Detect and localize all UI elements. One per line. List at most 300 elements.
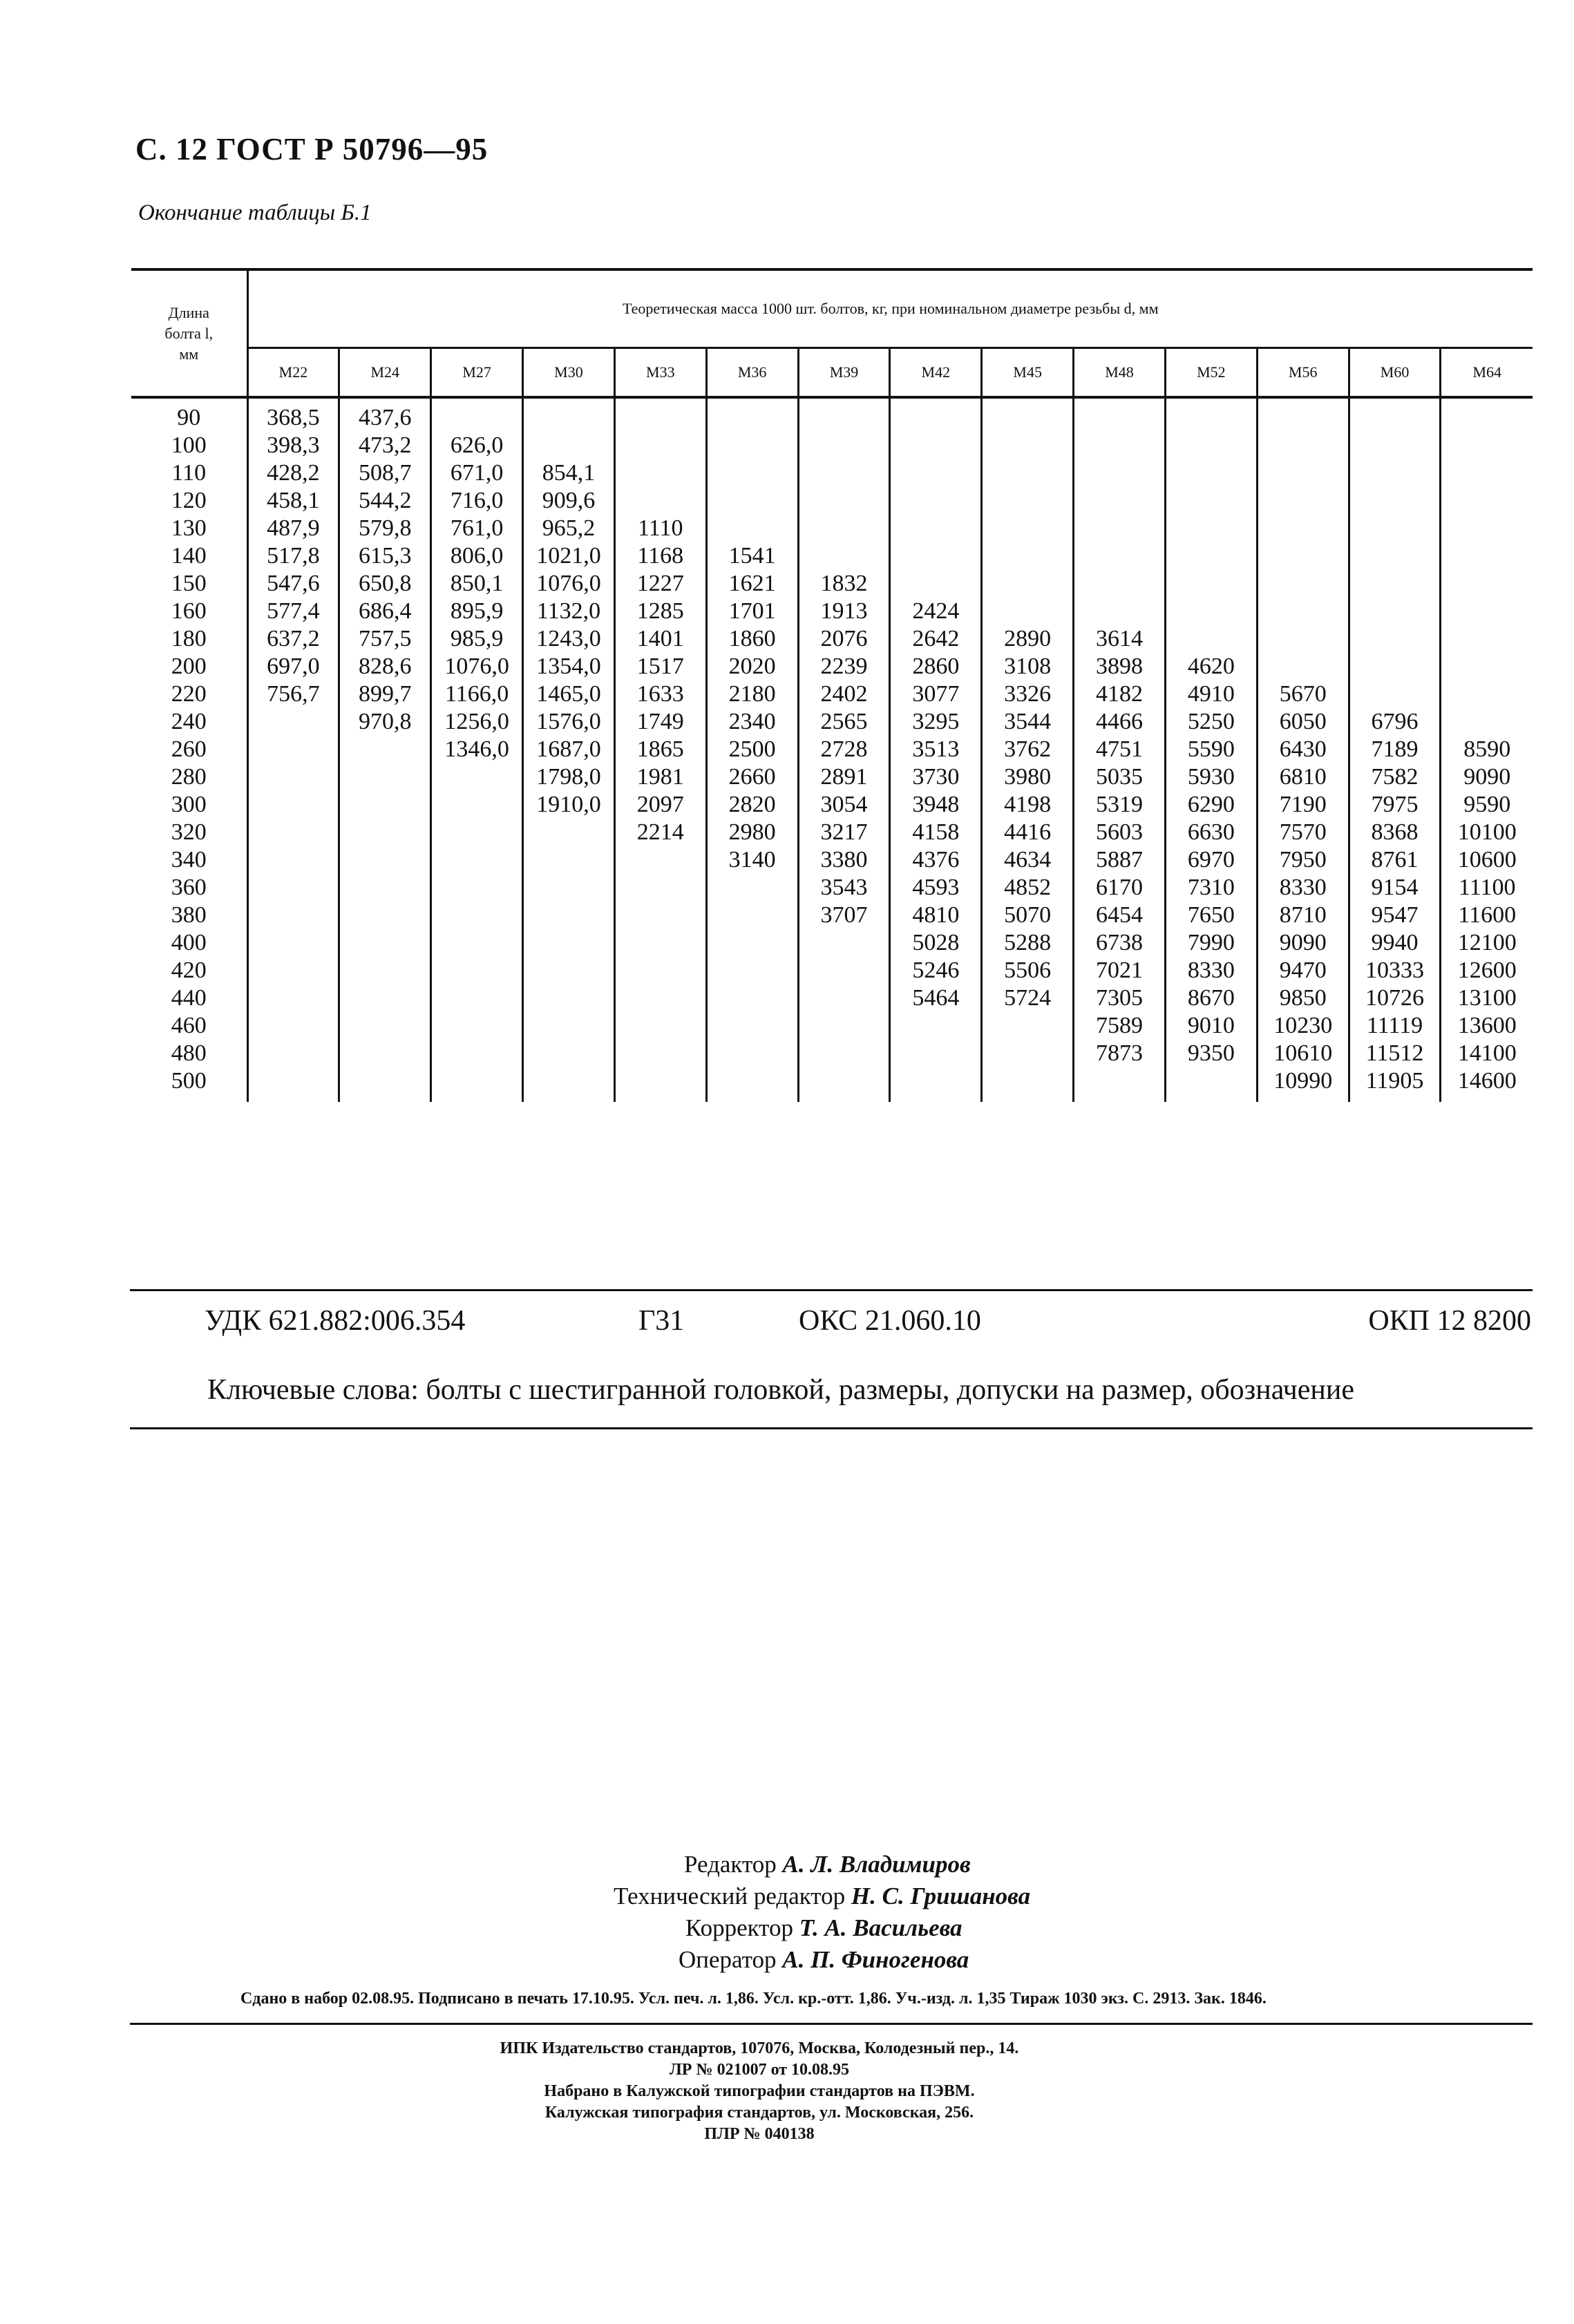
mass-cell <box>339 984 431 1012</box>
mass-cell <box>1074 542 1166 570</box>
mass-cell: 3980 <box>982 763 1074 791</box>
mass-cell <box>798 487 890 515</box>
mass-cell: 8590 <box>1441 736 1533 763</box>
mass-cell <box>706 874 798 902</box>
mass-cell: 1633 <box>614 680 706 708</box>
mass-cell <box>523 819 615 846</box>
mass-table-container <box>131 268 1533 1102</box>
diameter-column-header: М64 <box>1441 348 1533 398</box>
mass-cell: 4620 <box>1165 653 1257 680</box>
mass-cell: 909,6 <box>523 487 615 515</box>
mass-cell: 8710 <box>1257 902 1349 929</box>
table-row <box>131 957 1533 984</box>
mass-cell <box>798 397 890 432</box>
mass-cell <box>1441 487 1533 515</box>
mass-cell: 1110 <box>614 515 706 542</box>
mass-cell: 579,8 <box>339 515 431 542</box>
mass-cell: 716,0 <box>431 487 523 515</box>
mass-cell: 2891 <box>798 763 890 791</box>
mass-cell: 508,7 <box>339 459 431 487</box>
mass-cell: 5724 <box>982 984 1074 1012</box>
mass-cell: 437,6 <box>339 397 431 432</box>
mass-cell: 6430 <box>1257 736 1349 763</box>
mass-cell: 7975 <box>1349 791 1441 819</box>
mass-cell: 428,2 <box>247 459 339 487</box>
mass-cell <box>431 902 523 929</box>
mass-cell: 970,8 <box>339 708 431 736</box>
mass-cell <box>798 432 890 459</box>
mass-cell <box>339 902 431 929</box>
mass-cell <box>431 874 523 902</box>
mass-cell <box>339 1067 431 1102</box>
mass-cell <box>1165 570 1257 598</box>
bolt-length-cell: 400 <box>171 930 207 955</box>
credit-operator <box>679 1945 969 1974</box>
table-row <box>131 570 1533 598</box>
mass-cell: 8761 <box>1349 846 1441 874</box>
table-row <box>131 874 1533 902</box>
mass-cell <box>431 846 523 874</box>
mass-cell: 4593 <box>890 874 982 902</box>
keywords-bottom-rule <box>130 1427 1533 1429</box>
diameter-column-header: М56 <box>1257 348 1349 398</box>
mass-cell: 2214 <box>614 819 706 846</box>
bolt-length-cell: 220 <box>171 681 207 707</box>
mass-cell <box>1165 397 1257 432</box>
mass-cell <box>706 1012 798 1040</box>
mass-cell <box>523 929 615 957</box>
mass-cell <box>1441 625 1533 653</box>
page-title: С. 12 ГОСТ Р 50796—95 <box>135 132 489 166</box>
mass-cell <box>890 432 982 459</box>
mass-cell: 1076,0 <box>523 570 615 598</box>
mass-cell: 1401 <box>614 625 706 653</box>
mass-cell <box>706 459 798 487</box>
mass-cell <box>798 1012 890 1040</box>
mass-cell: 6810 <box>1257 763 1349 791</box>
mass-cell <box>339 846 431 874</box>
mass-cell: 1913 <box>798 598 890 625</box>
mass-cell <box>247 874 339 902</box>
mass-group-header: Теоретическая масса 1000 шт. болтов, кг, при номинальном диаметре резьбы d, мм <box>247 269 1533 348</box>
bolt-length-cell: 110 <box>171 460 207 486</box>
mass-cell: 6170 <box>1074 874 1166 902</box>
mass-cell <box>247 819 339 846</box>
mass-cell: 11119 <box>1349 1012 1441 1040</box>
mass-cell <box>339 763 431 791</box>
mass-cell: 1243,0 <box>523 625 615 653</box>
bolt-length-cell: 360 <box>171 875 207 900</box>
mass-cell: 8670 <box>1165 984 1257 1012</box>
mass-cell <box>982 432 1074 459</box>
bolt-length-cell: 160 <box>171 598 207 624</box>
udk-code: УДК 621.882:006.354 <box>205 1305 466 1337</box>
mass-cell: 1981 <box>614 763 706 791</box>
mass-cell: 2402 <box>798 680 890 708</box>
table-row <box>131 515 1533 542</box>
mass-cell <box>339 1040 431 1067</box>
mass-cell <box>1349 432 1441 459</box>
mass-cell: 9090 <box>1441 763 1533 791</box>
mass-cell: 11905 <box>1349 1067 1441 1102</box>
diameter-header-row <box>131 348 1533 398</box>
diameter-column-header: М36 <box>706 348 798 398</box>
mass-cell <box>614 459 706 487</box>
mass-cell <box>890 570 982 598</box>
mass-cell: 3140 <box>706 846 798 874</box>
mass-cell <box>798 1067 890 1102</box>
mass-cell: 2565 <box>798 708 890 736</box>
mass-cell: 1076,0 <box>431 653 523 680</box>
mass-cell <box>1441 570 1533 598</box>
table-row <box>131 1012 1533 1040</box>
mass-cell: 4182 <box>1074 680 1166 708</box>
mass-cell <box>1165 487 1257 515</box>
credit-role: Оператор <box>679 1946 777 1973</box>
mass-cell <box>706 929 798 957</box>
mass-cell: 3730 <box>890 763 982 791</box>
mass-cell: 11100 <box>1441 874 1533 902</box>
print-info: Сдано в набор 02.08.95. Подписано в печать 17.10.95. Усл. печ. л. 1,86. Усл. кр.-отт. 1,86. Уч.-изд. л. 1,35 Тираж 1030 экз. С. 2913. Зак. 1846. <box>240 1990 1267 2008</box>
bolt-length-cell: 440 <box>171 985 207 1011</box>
mass-cell <box>614 984 706 1012</box>
mass-cell: 1354,0 <box>523 653 615 680</box>
mass-cell: 697,0 <box>247 653 339 680</box>
mass-cell: 6454 <box>1074 902 1166 929</box>
mass-cell: 4751 <box>1074 736 1166 763</box>
publisher-line: Калужская типография стандартов, ул. Московская, 256. <box>544 2104 974 2122</box>
mass-cell <box>1349 680 1441 708</box>
mass-cell <box>1349 653 1441 680</box>
mass-cell <box>523 984 615 1012</box>
mass-cell: 5035 <box>1074 763 1166 791</box>
credit-role: Корректор <box>685 1914 794 1941</box>
mass-cell <box>706 957 798 984</box>
bolt-length-cell: 420 <box>171 958 207 983</box>
mass-cell <box>1441 680 1533 708</box>
credit-role: Технический редактор <box>614 1883 846 1909</box>
mass-cell <box>890 515 982 542</box>
mass-cell: 8330 <box>1257 874 1349 902</box>
mass-cell <box>982 459 1074 487</box>
publisher-line: ИПК Издательство стандартов, 107076, Москва, Колодезный пер., 14. <box>500 2039 1019 2057</box>
mass-cell: 577,4 <box>247 598 339 625</box>
mass-cell: 473,2 <box>339 432 431 459</box>
mass-cell: 5506 <box>982 957 1074 984</box>
bolt-length-cell: 380 <box>171 902 207 928</box>
mass-cell <box>1349 625 1441 653</box>
mass-cell: 5464 <box>890 984 982 1012</box>
mass-cell: 4466 <box>1074 708 1166 736</box>
mass-cell <box>247 929 339 957</box>
okp-code: ОКП 12 8200 <box>1368 1305 1531 1337</box>
diameter-column-header: М45 <box>982 348 1074 398</box>
diameter-column-header: М33 <box>614 348 706 398</box>
mass-cell <box>1349 598 1441 625</box>
bolt-length-cell: 500 <box>171 1068 207 1094</box>
mass-cell: 6970 <box>1165 846 1257 874</box>
length-header-line-3: мм <box>179 345 199 363</box>
length-column-header <box>131 269 247 397</box>
mass-cell: 2239 <box>798 653 890 680</box>
mass-cell: 1346,0 <box>431 736 523 763</box>
mass-cell <box>1165 598 1257 625</box>
mass-cell <box>614 432 706 459</box>
mass-cell: 1798,0 <box>523 763 615 791</box>
mass-cell: 9154 <box>1349 874 1441 902</box>
mass-cell: 9547 <box>1349 902 1441 929</box>
mass-cell: 13100 <box>1441 984 1533 1012</box>
mass-cell <box>798 459 890 487</box>
table-row <box>131 1067 1533 1102</box>
mass-cell: 398,3 <box>247 432 339 459</box>
mass-cell <box>982 515 1074 542</box>
mass-cell: 3054 <box>798 791 890 819</box>
mass-cell <box>614 1067 706 1102</box>
mass-cell: 3326 <box>982 680 1074 708</box>
mass-cell: 1576,0 <box>523 708 615 736</box>
mass-cell: 9940 <box>1349 929 1441 957</box>
table-row <box>131 819 1533 846</box>
mass-cell: 756,7 <box>247 680 339 708</box>
table-row <box>131 397 1533 432</box>
mass-cell <box>1441 598 1533 625</box>
mass-cell: 5070 <box>982 902 1074 929</box>
mass-cell: 850,1 <box>431 570 523 598</box>
mass-cell: 3108 <box>982 653 1074 680</box>
mass-cell: 671,0 <box>431 459 523 487</box>
mass-cell: 1865 <box>614 736 706 763</box>
mass-cell <box>890 1067 982 1102</box>
mass-cell <box>798 1040 890 1067</box>
mass-cell: 3543 <box>798 874 890 902</box>
mass-cell <box>798 957 890 984</box>
mass-cell <box>706 902 798 929</box>
mass-cell <box>1074 459 1166 487</box>
mass-cell: 2860 <box>890 653 982 680</box>
table-caption: Окончание таблицы Б.1 <box>138 200 372 225</box>
mass-cell <box>982 397 1074 432</box>
credit-name: Т. А. Васильева <box>799 1914 963 1941</box>
mass-cell <box>431 929 523 957</box>
mass-cell: 6050 <box>1257 708 1349 736</box>
table-row <box>131 791 1533 819</box>
mass-cell: 11600 <box>1441 902 1533 929</box>
mass-cell: 8368 <box>1349 819 1441 846</box>
credit-role: Редактор <box>684 1851 777 1878</box>
mass-cell: 9470 <box>1257 957 1349 984</box>
mass-cell: 3077 <box>890 680 982 708</box>
bolt-length-cell: 260 <box>171 736 207 762</box>
mass-cell: 2728 <box>798 736 890 763</box>
mass-cell: 1517 <box>614 653 706 680</box>
mass-cell <box>339 957 431 984</box>
mass-cell: 4910 <box>1165 680 1257 708</box>
mass-cell <box>431 791 523 819</box>
mass-table-body <box>131 397 1533 1102</box>
diameter-column-header: М48 <box>1074 348 1166 398</box>
mass-cell <box>431 957 523 984</box>
mass-cell: 2820 <box>706 791 798 819</box>
mass-cell: 9010 <box>1165 1012 1257 1040</box>
mass-cell <box>1257 515 1349 542</box>
mass-cell: 2890 <box>982 625 1074 653</box>
mass-cell: 1132,0 <box>523 598 615 625</box>
mass-cell: 7582 <box>1349 763 1441 791</box>
mass-cell <box>982 542 1074 570</box>
mass-cell: 3948 <box>890 791 982 819</box>
mass-cell: 6738 <box>1074 929 1166 957</box>
mass-cell <box>339 736 431 763</box>
classification-row <box>205 1304 1535 1339</box>
mass-cell <box>1257 625 1349 653</box>
oks-code: ОКС 21.060.10 <box>799 1305 981 1337</box>
mass-cell <box>1349 570 1441 598</box>
mass-cell: 10610 <box>1257 1040 1349 1067</box>
mass-cell <box>798 542 890 570</box>
mass-cell <box>523 1040 615 1067</box>
diameter-column-header: М22 <box>247 348 339 398</box>
mass-cell: 1749 <box>614 708 706 736</box>
mass-cell: 10600 <box>1441 846 1533 874</box>
mass-cell <box>706 487 798 515</box>
mass-cell: 12600 <box>1441 957 1533 984</box>
mass-cell: 4634 <box>982 846 1074 874</box>
mass-cell: 10333 <box>1349 957 1441 984</box>
mass-cell: 14600 <box>1441 1067 1533 1102</box>
mass-cell <box>339 819 431 846</box>
bolt-length-cell: 140 <box>171 543 207 569</box>
mass-cell: 7873 <box>1074 1040 1166 1067</box>
mass-cell <box>1441 653 1533 680</box>
mass-cell: 2642 <box>890 625 982 653</box>
mass-cell: 965,2 <box>523 515 615 542</box>
mass-cell <box>614 902 706 929</box>
mass-cell <box>614 1040 706 1067</box>
mass-cell <box>614 487 706 515</box>
diameter-column-header: М39 <box>798 348 890 398</box>
mass-cell <box>431 1040 523 1067</box>
mass-cell <box>247 984 339 1012</box>
publisher-line: ПЛР № 040138 <box>704 2125 815 2143</box>
mass-cell <box>247 846 339 874</box>
mass-cell <box>1441 432 1533 459</box>
mass-cell <box>1257 570 1349 598</box>
mass-cell <box>1257 487 1349 515</box>
bolt-length-cell: 280 <box>171 764 207 790</box>
mass-cell: 12100 <box>1441 929 1533 957</box>
mass-cell <box>982 570 1074 598</box>
bolt-length-cell: 90 <box>177 405 201 430</box>
keywords: Ключевые слова: болты с шестигранной головкой, размеры, допуски на размер, обозначение <box>207 1374 1355 1406</box>
mass-cell: 5028 <box>890 929 982 957</box>
mass-cell <box>523 432 615 459</box>
mass-cell: 7950 <box>1257 846 1349 874</box>
mass-cell <box>1349 487 1441 515</box>
mass-cell: 3295 <box>890 708 982 736</box>
mass-cell: 6630 <box>1165 819 1257 846</box>
bolt-length-cell: 150 <box>171 571 207 596</box>
bolt-length-cell: 100 <box>171 432 207 458</box>
mass-cell: 3380 <box>798 846 890 874</box>
mass-cell <box>1165 515 1257 542</box>
mass-cell <box>247 902 339 929</box>
mass-cell <box>1165 432 1257 459</box>
mass-cell: 5319 <box>1074 791 1166 819</box>
mass-cell <box>339 929 431 957</box>
mass-cell <box>431 819 523 846</box>
mass-cell <box>523 957 615 984</box>
bolt-length-cell: 320 <box>171 819 207 845</box>
mass-cell: 828,6 <box>339 653 431 680</box>
mass-cell <box>890 487 982 515</box>
publisher-line: Набрано в Калужской типографии стандартов на ПЭВМ. <box>544 2082 975 2100</box>
mass-cell: 11512 <box>1349 1040 1441 1067</box>
mass-cell <box>1074 432 1166 459</box>
bolt-length-cell: 480 <box>171 1040 207 1066</box>
mass-cell: 3614 <box>1074 625 1166 653</box>
mass-cell: 899,7 <box>339 680 431 708</box>
mass-cell: 5246 <box>890 957 982 984</box>
mass-cell: 4852 <box>982 874 1074 902</box>
mass-table <box>131 268 1533 1102</box>
mass-cell <box>247 736 339 763</box>
mass-cell: 3513 <box>890 736 982 763</box>
mass-cell: 1166,0 <box>431 680 523 708</box>
table-row <box>131 929 1533 957</box>
mass-cell <box>431 1067 523 1102</box>
mass-cell: 3707 <box>798 902 890 929</box>
mass-cell <box>431 1012 523 1040</box>
mass-cell <box>890 1012 982 1040</box>
mass-cell: 544,2 <box>339 487 431 515</box>
mass-cell: 985,9 <box>431 625 523 653</box>
mass-cell: 5930 <box>1165 763 1257 791</box>
mass-cell <box>339 874 431 902</box>
table-row <box>131 625 1533 653</box>
mass-cell <box>614 397 706 432</box>
mass-cell: 2500 <box>706 736 798 763</box>
table-row <box>131 542 1533 570</box>
mass-cell <box>798 929 890 957</box>
mass-cell: 1021,0 <box>523 542 615 570</box>
mass-cell <box>890 459 982 487</box>
mass-cell: 1701 <box>706 598 798 625</box>
table-row <box>131 736 1533 763</box>
mass-cell: 2424 <box>890 598 982 625</box>
mass-cell: 9090 <box>1257 929 1349 957</box>
mass-cell: 7190 <box>1257 791 1349 819</box>
mass-cell <box>1074 487 1166 515</box>
mass-cell: 626,0 <box>431 432 523 459</box>
length-header-line-2: болта l, <box>164 324 214 342</box>
mass-cell: 650,8 <box>339 570 431 598</box>
diameter-column-header: М24 <box>339 348 431 398</box>
mass-cell: 1168 <box>614 542 706 570</box>
mass-cell: 895,9 <box>431 598 523 625</box>
mass-cell: 3217 <box>798 819 890 846</box>
mass-cell: 5288 <box>982 929 1074 957</box>
mass-cell <box>1257 397 1349 432</box>
mass-cell <box>247 708 339 736</box>
mass-cell: 5670 <box>1257 680 1349 708</box>
mass-cell: 5887 <box>1074 846 1166 874</box>
length-header-line-1: Длина <box>168 303 209 321</box>
publisher-block <box>0 2038 1574 2145</box>
mass-cell: 4158 <box>890 819 982 846</box>
mass-cell <box>1441 397 1533 432</box>
credit-proofreader <box>685 1914 963 1943</box>
